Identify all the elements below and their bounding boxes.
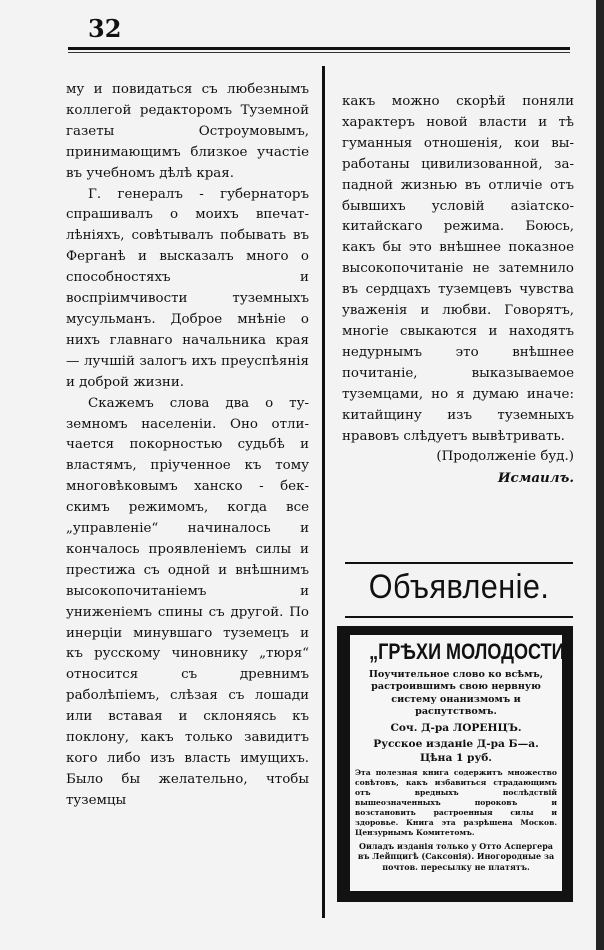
author-signature: Исмаилъ. xyxy=(497,470,574,487)
column-divider xyxy=(322,66,325,918)
ad-author: Соч. Д-ра ЛОРЕНЦЪ. xyxy=(390,721,522,734)
ad-order-text: Оиладъ изданія только у Отто Аспергера въ Лейпцигѣ (Саксонія). Иногородные за почтов. пересылку не платятъ. xyxy=(357,840,555,872)
continuation-note: (Продолженіе буд.) xyxy=(436,449,574,465)
ad-bottom-rule xyxy=(345,616,573,618)
ad-top-rule xyxy=(345,562,573,564)
left-paragraph-3: Скажемъ слова два о туземномъ населеніи. Оно отличается покорностью судьбѣ и властямъ, пріученное къ тому многовѣковымъ ханско - бекскимъ режимомъ, когда все „управленіе“ начиналось и кончалось проявленіемъ силы и престижа съ одной и внѣшнимъ высокопочитаніемъ и униженіемъ спины съ другой. По инерціи минувшаго туземецъ и къ русскому чиновнику „тюря“ относится съ древнимъ раболѣпіемъ, слѣзая съ лошади или вставая и склоняясь къ поклону, какъ только завидитъ кого либо изъ власть имущихъ. Было бы желательно, чтобы туземцы xyxy=(66,395,309,808)
ad-book-title: „ГРѢХИ МОЛОДОСТИ“ xyxy=(369,639,574,664)
header-rule xyxy=(68,47,570,50)
ad-edition: Русское изданіе Д-ра Б—а. xyxy=(373,737,539,750)
header-rule-thin xyxy=(68,52,570,53)
right-paragraph-1: какъ можно скорѣй поняли характеръ новой власти и тѣ гуманныя отношенія, кои выработаны цивилизованной, западной жизнью въ отличіе отъ бывшихъ условій азіатско-китайскаго режима. Боюсь, какъ бы это внѣшнее показное высокопочитаніе не затемнило въ сердцахъ туземцевъ чувства уваженія и любви. Говорятъ, многіе свыкаются и находятъ недурнымъ это внѣшнее почитаніе, выказываемое туземцами, но я думаю иначе: китайщину изъ туземныхъ нравовъ слѣдуетъ вывѣтривать. xyxy=(342,94,574,444)
left-paragraph-1: му и повидаться съ любезнымъ коллегой редакторомъ Туземной газеты Остроумовымъ, принимающимъ близкое участіе въ учебномъ дѣлѣ края. xyxy=(66,82,309,181)
ad-description: Поучительное слово ко всѣмъ, растроившимъ свою нервную систему онанизмомъ и распутствомъ. xyxy=(368,669,544,718)
left-paragraph-2: Г. генералъ - губернаторъ спрашивалъ о моихъ впечатлѣніяхъ, совѣтывалъ побывать въ Ферганѣ и высказалъ много о способностяхъ и воспріимчивости туземныхъ мусульманъ. Доброе мнѣніе о нихъ главнаго начальника края — лучшій залогъ ихъ преуспѣянія и доброй жизни. xyxy=(66,186,309,390)
page-number: 32 xyxy=(88,14,122,43)
right-column xyxy=(342,92,574,489)
ad-small-text: Эта полезная книга содержитъ множество совѣтовъ, какъ избавиться страдающимъ отъ вредныхъ послѣдствій вышеозначенныхъ пороковъ и возстановить растроенныя силы и здоровье. Книга эта разрѣшена Москов. Цензурнымъ Комитетомъ. xyxy=(355,767,557,837)
ad-heading: Объявленіе. xyxy=(368,568,550,606)
page-edge-shadow xyxy=(596,0,604,950)
ad-content xyxy=(350,635,574,891)
ad-price: Цѣна 1 руб. xyxy=(420,751,492,764)
left-column xyxy=(66,80,309,812)
